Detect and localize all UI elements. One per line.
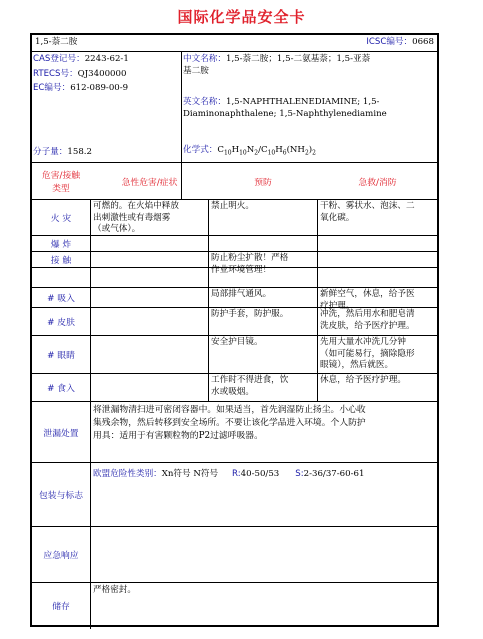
inhalation-first-aid-line: 新鲜空气，休息，给予医 xyxy=(320,289,415,299)
fire-first-aid xyxy=(318,200,437,235)
formula-part: H xyxy=(231,145,240,155)
formula-sub: 10 xyxy=(267,149,276,157)
header-hazard-type-line1: 危害/接触 xyxy=(41,171,81,181)
spill-line: 用具：适用于有害颗粒物的P2过滤呼吸器。 xyxy=(93,431,263,441)
eu-class-value: Xn符号 N符号 xyxy=(161,469,219,479)
skin-first-aid-line: 冲洗，然后用水和肥皂清 xyxy=(320,309,415,319)
fire-symptoms-line: （或气体）。 xyxy=(93,224,141,234)
formula-part: (NH xyxy=(286,145,305,155)
mw-label: 分子量： xyxy=(33,147,68,157)
row-label-eyes: # 眼睛 xyxy=(47,351,75,361)
icsc-value: 0668 xyxy=(412,37,434,47)
skin-first-aid-line: 洗皮肤，给予医疗护理。 xyxy=(320,320,415,331)
mw-value: 158.2 xyxy=(67,147,92,157)
en-names-label: 英文名称： xyxy=(183,97,226,107)
ec-value: 612-089-00-9 xyxy=(70,83,129,93)
header-first-aid: 急救/消防 xyxy=(358,177,397,188)
formula-sub: 10 xyxy=(239,149,247,157)
fire-first-aid-line: 氧化碳。 xyxy=(320,212,355,223)
safety-card xyxy=(30,33,439,627)
spill-handling xyxy=(91,403,437,462)
inhalation-prevention-line: 局部排气通风。 xyxy=(211,289,272,299)
chinese-names xyxy=(183,54,435,77)
ingestion-prevention-line: 水或吸烟。 xyxy=(211,386,254,397)
formula-label: 化学式： xyxy=(183,145,218,155)
formula-sub: 6 xyxy=(282,149,287,157)
formula-part: /C xyxy=(258,145,268,155)
row-label-explosion: 爆 炸 xyxy=(50,240,72,250)
r-phrase-value: 40-50/53 xyxy=(240,469,280,479)
fire-first-aid-line: 干粉、雾状水、泡沫、二 xyxy=(320,201,415,211)
en-names-line2: Diaminonaphthalene; 1,5-Naphthylenediamine xyxy=(183,108,387,119)
r-phrase-label: R: xyxy=(232,469,241,479)
ec-number xyxy=(33,83,128,95)
rtecs-value: QJ3400000 xyxy=(77,69,127,79)
eyes-first-aid-line: 先用大量水冲洗几分钟 xyxy=(320,337,406,347)
storage-instructions: 严格密封。 xyxy=(93,585,136,595)
cn-names-label: 中文名称： xyxy=(183,54,226,64)
en-names-line1: 1,5-NAPHTHALENEDIAMINE; 1,5- xyxy=(225,97,380,107)
header-hazard-type xyxy=(32,163,90,199)
fire-prevention xyxy=(209,200,317,235)
cas-number xyxy=(33,54,129,66)
header-symptoms: 急性危害/症状 xyxy=(121,177,178,188)
spill-line: 将泄漏物清扫进可密闭容器中。如果适当，首先润湿防止扬尘。小心收 xyxy=(93,405,366,415)
eyes-prevention xyxy=(209,336,317,373)
fire-symptoms-line: 出刺激性或有毒烟雾 xyxy=(93,212,171,223)
formula-sub: 2 xyxy=(254,149,259,157)
fire-prevention-line: 禁止明火。 xyxy=(211,201,254,211)
cas-value: 2243-62-1 xyxy=(84,54,129,64)
english-names xyxy=(183,97,435,120)
row-label-storage: 储存 xyxy=(52,601,70,612)
row-label-contact: 接 触 xyxy=(50,256,72,266)
formula-part: ) xyxy=(308,145,313,155)
ingestion-first-aid-line: 休息，给予医疗护理。 xyxy=(320,375,406,385)
icsc-label: ICSC编号： xyxy=(366,37,413,47)
contact-prevention-line: 作业环境管理！ xyxy=(211,264,272,275)
row-label-fire: 火 灾 xyxy=(50,214,72,224)
contact-prevention xyxy=(209,252,317,287)
row-label-packaging: 包装与标志 xyxy=(39,491,83,501)
ingestion-first-aid xyxy=(318,374,437,401)
cn-names-line2: 基二胺 xyxy=(183,65,209,76)
eyes-first-aid-line: （如可能易行，摘除隐形 xyxy=(320,348,415,359)
s-phrase-value: 2-36/37-60-61 xyxy=(303,469,365,479)
card-title: 国际化学品安全卡 xyxy=(177,8,306,26)
rtecs-number xyxy=(33,69,126,81)
ec-label: EC编号： xyxy=(33,83,71,93)
formula-part: H xyxy=(275,145,283,155)
eyes-first-aid xyxy=(318,336,437,373)
ingestion-prevention xyxy=(209,374,317,401)
skin-prevention xyxy=(209,308,317,335)
inhalation-first-aid-line: 疗护理。 xyxy=(320,300,355,311)
row-label-ingestion: # 食入 xyxy=(47,384,75,394)
fire-symptoms-line: 可燃的。在火焰中释放 xyxy=(93,201,179,211)
icsc-number xyxy=(366,37,434,49)
formula-sub: 2 xyxy=(304,149,309,157)
formula-sub: 2 xyxy=(312,149,316,157)
molecular-weight xyxy=(33,147,92,159)
ingestion-prevention-line: 工作时不得进食，饮 xyxy=(211,375,289,385)
contact-prevention-line: 防止粉尘扩散！严格 xyxy=(211,253,289,263)
cas-label: CAS登记号： xyxy=(33,54,85,64)
row-label-inhalation: # 吸入 xyxy=(47,294,75,304)
chemical-name: 1,5-萘二胺 xyxy=(35,37,78,47)
header-prevention: 预防 xyxy=(254,177,272,188)
row-label-spill: 泄漏处置 xyxy=(43,428,79,439)
row-label-emergency: 应急响应 xyxy=(43,551,79,561)
eu-class-label: 欧盟危险性类别： xyxy=(93,469,162,479)
cn-names-line1: 1,5-萘二胺；1,5-二氨基萘；1,5-亚萘 xyxy=(225,54,371,64)
rtecs-label: RTECS号： xyxy=(33,69,78,79)
chemical-formula xyxy=(183,145,316,159)
formula-part: C xyxy=(217,145,224,155)
formula-sub: 10 xyxy=(223,149,232,157)
skin-prevention-line: 防护手套，防护服。 xyxy=(211,309,289,319)
eyes-prevention-line: 安全护目镜。 xyxy=(211,337,263,347)
header-hazard-type-line2: 类型 xyxy=(52,184,70,194)
eyes-first-aid-line: 眼镜），然后就医。 xyxy=(320,360,394,370)
skin-first-aid xyxy=(318,308,437,335)
formula-part: N xyxy=(246,145,255,155)
packaging-labelling xyxy=(91,468,437,488)
spill-line: 集残余物，然后转移到安全场所。不要让该化学品进入环境。个人防护 xyxy=(93,418,366,428)
s-phrase-label: S: xyxy=(295,469,304,479)
fire-symptoms xyxy=(91,200,208,235)
row-label-skin: # 皮肤 xyxy=(47,318,75,328)
inhalation-prevention xyxy=(209,288,317,307)
